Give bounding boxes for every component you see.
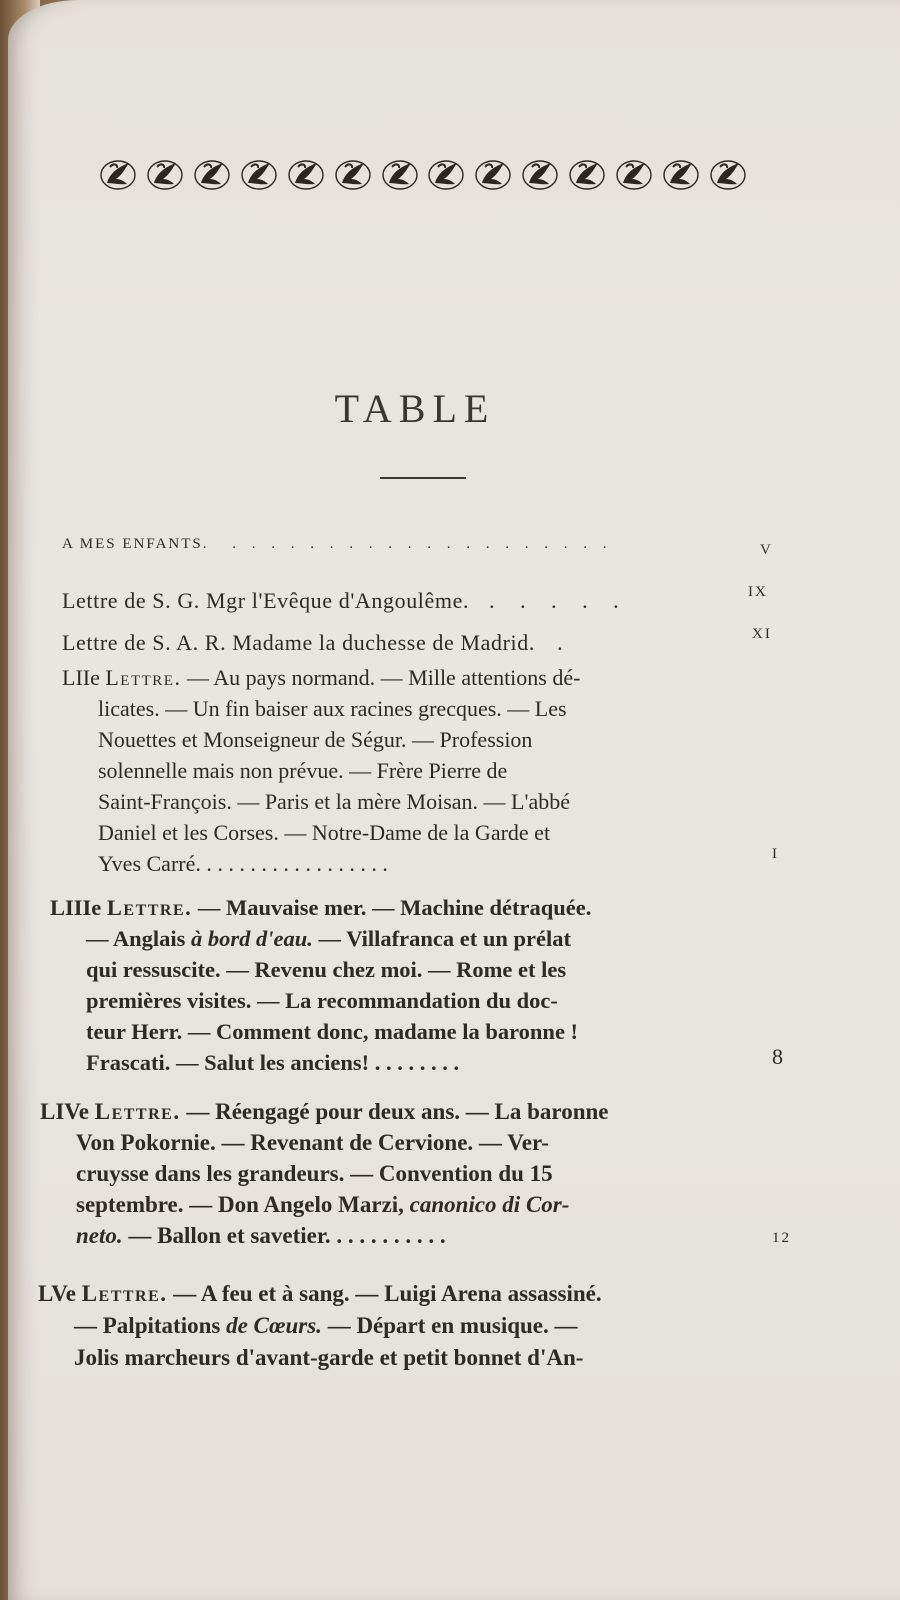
page-number: 8 [772, 1044, 785, 1069]
letter-word: Lettre. [81, 1281, 168, 1306]
fleuron-icon [708, 153, 748, 193]
entry-line: — Palpitations [74, 1313, 227, 1338]
fleuron-icon [473, 153, 513, 193]
entry-line: solennelle mais non prévue. — Frère Pierre de [98, 758, 508, 783]
leader-dots: . [557, 630, 573, 655]
fleuron-icon [239, 153, 279, 193]
page-title: TABLE [334, 386, 496, 431]
leader-dots: . . . . . . . . . . . . . . . . . . . . [232, 536, 613, 552]
toc-entry-letter-eveque [62, 588, 629, 614]
fleuron-icon [145, 153, 185, 193]
entry-italic: neto. [76, 1223, 123, 1248]
letter-number: LVe [38, 1281, 76, 1306]
entry-line: — Villafranca et un prélat [312, 926, 572, 951]
entry-line: — Au pays normand. — Mille attentions dé- [186, 665, 581, 690]
entry-line: — Ballon et savetier. . . . . . . . . . . [122, 1223, 446, 1248]
entry-line: septembre. — Don Angelo Marzi, [76, 1192, 410, 1217]
entry-line: — Réengagé pour deux ans. — La baronne [186, 1099, 609, 1124]
entry-line: Daniel et les Corses. — Notre-Dame de la Garde et [98, 820, 551, 845]
entry-italic: de Cœurs. [226, 1313, 322, 1338]
fleuron-icon [661, 153, 701, 193]
entry-italic: à bord d'eau. [191, 926, 313, 951]
entry-line: — Mauvaise mer. — Machine détraquée. [197, 895, 592, 920]
title-rule [380, 477, 466, 479]
fleuron-icon [426, 153, 466, 193]
toc-entry-letter-53 [50, 892, 591, 1078]
entry-line: cruysse dans les grandeurs. — Convention du 15 [76, 1161, 553, 1186]
entry-line: teur Herr. — Comment donc, madame la baronne ! [86, 1019, 579, 1044]
entry-line: Frascati. — Salut les anciens! . . . . . . . . [86, 1050, 460, 1075]
entry-line: — A feu et à sang. — Luigi Arena assassiné. [173, 1281, 602, 1306]
fleuron-band [98, 148, 748, 198]
entry-line: Von Pokornie. — Revenant de Cervione. — Ver- [76, 1130, 549, 1155]
toc-entry-label: Lettre de S. G. Mgr l'Evêque d'Angoulême. [62, 588, 470, 613]
letter-number: LIIe [62, 665, 100, 690]
entry-line: — Anglais [86, 926, 192, 951]
toc-entry-letter-54 [40, 1096, 609, 1251]
fleuron-icon [286, 153, 326, 193]
fleuron-icon [333, 153, 373, 193]
toc-entry-letter-duchesse [62, 630, 573, 656]
entry-line: — Départ en musique. — [321, 1313, 578, 1338]
toc-entry-letter-55 [38, 1278, 602, 1374]
letter-word: Lettre. [94, 1099, 181, 1124]
page-number: IX [748, 584, 768, 600]
entry-line: Nouettes et Monseigneur de Ségur. — Profession [98, 727, 533, 752]
letter-number: LIVe [40, 1099, 89, 1124]
page-number: 12 [772, 1230, 791, 1246]
toc-entry-dedication [62, 536, 613, 553]
letter-word: Lettre. [105, 665, 182, 690]
letter-number: LIIIe [50, 895, 102, 920]
entry-line: premières visites. — La recommandation du doc- [86, 988, 558, 1013]
fleuron-icon [98, 153, 138, 193]
fleuron-icon [614, 153, 654, 193]
fleuron-icon [520, 153, 560, 193]
fleuron-icon [567, 153, 607, 193]
page-number: XI [752, 626, 772, 642]
toc-entry-label: A MES ENFANTS. [62, 536, 209, 552]
toc-entry-label: Lettre de S. A. R. Madame la duchesse de Madrid. [62, 630, 535, 655]
leader-dots: . . . . . [489, 588, 629, 613]
fleuron-icon [192, 153, 232, 193]
entry-italic: canonico di Cor- [409, 1192, 570, 1217]
letter-word: Lettre. [106, 895, 193, 920]
toc-entry-letter-52 [62, 662, 580, 879]
page-number: I [772, 846, 779, 862]
entry-line: Yves Carré. . . . . . . . . . . . . . . . . . [98, 851, 388, 876]
page-number: V [760, 542, 773, 558]
fleuron-icon [380, 153, 420, 193]
entry-line: Saint-François. — Paris et la mère Moisan. — L'abbé [98, 789, 570, 814]
entry-line: Jolis marcheurs d'avant-garde et petit bonnet d'An- [74, 1345, 584, 1370]
entry-line: licates. — Un fin baiser aux racines grecques. — Les [98, 696, 567, 721]
entry-line: qui ressuscite. — Revenu chez moi. — Rome et les [86, 957, 567, 982]
